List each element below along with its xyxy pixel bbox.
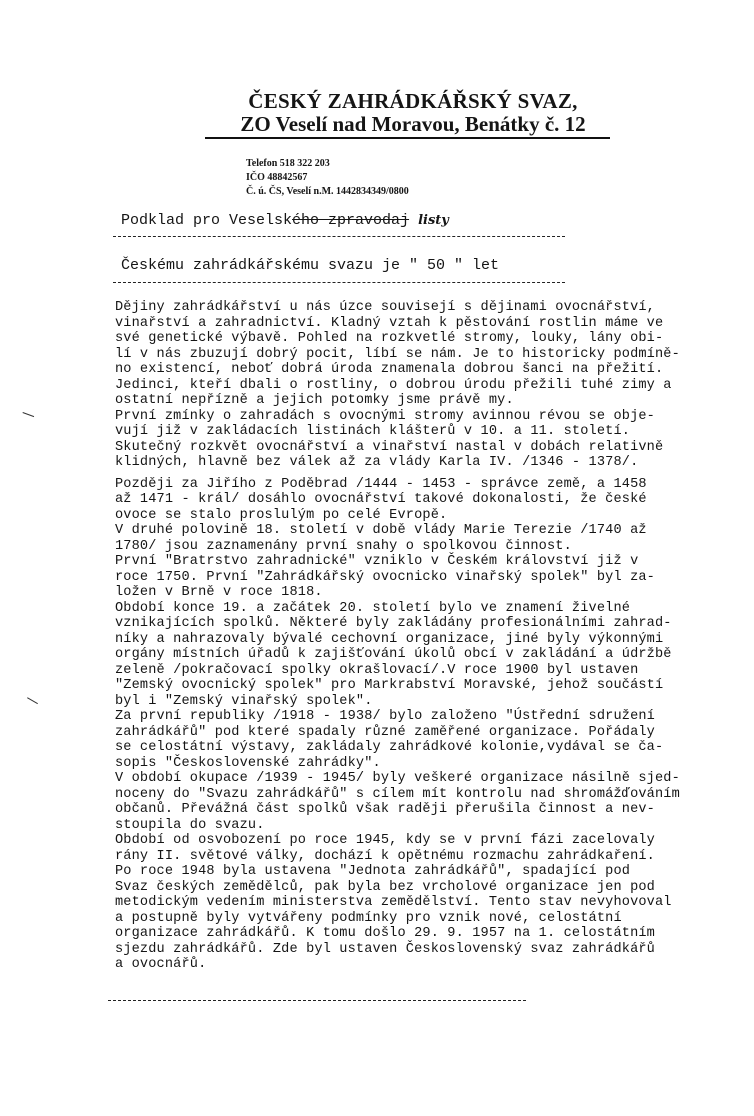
- body-line: V období okupace /1939 - 1945/ byly veškeré organizace násilně sjed-: [115, 771, 680, 786]
- header-underline: [205, 137, 610, 139]
- body-line: sopis "Československé zahrádky".: [115, 755, 381, 771]
- body-line: Jedinci, kteří dbali o rostliny, o dobrou úrodu přežili tuhé zimy a: [115, 377, 672, 393]
- body-line: "Zemský ovocnický spolek" pro Markrabství Moravské, jehož součástí: [115, 678, 664, 693]
- body-line: níky a nahrazovaly bývalé cechovní organizace, jiné byly výkonnými: [115, 631, 664, 647]
- body-line: zeleně /pokračovací spolky okrašlovací/.V roce 1900 byl ustaven: [115, 662, 639, 678]
- body-line: klidných, hlavně bez válek až za vlády Karla IV. /1346 - 1378/.: [115, 455, 639, 470]
- body-line: metodickým vedením ministerstva zemědělství. Tento stav nevyhovoval: [115, 895, 672, 910]
- body-line: no existencí, neboť dobrá úroda znamenala dobrou šanci na přežití.: [115, 362, 664, 377]
- struck-text: ého zpravodaj: [292, 212, 410, 229]
- body-line: ovoce se stalo proslulým po celé Evropě.: [115, 507, 448, 523]
- body-line: byl i "Zemský vinařský spolek".: [115, 693, 373, 709]
- body-line: vují již v zakládacích listinách klášterů v 10. a 11. století.: [115, 424, 631, 439]
- body-line: rány II. světové války, dochází k opětnému rozmachu zahrádkaření.: [115, 848, 655, 864]
- body-line: Dějiny zahrádkářství u nás úzce souvisejí s dějinami ovocnářství,: [115, 300, 655, 315]
- body-line: Později za Jiřího z Poděbrad /1444 - 1453 - správce země, a 1458: [115, 476, 647, 492]
- body-line: organizace zahrádkářů. K tomu došlo 29. 9. 1957 na 1. celostátním: [115, 926, 655, 941]
- separator-dashes-1: [113, 236, 565, 237]
- margin-mark: [26, 697, 38, 706]
- body-line: Za první republiky /1918 - 1938/ bylo založeno "Ústřední sdružení: [115, 709, 655, 724]
- body-line: První "Bratrstvo zahradnické" vzniklo v Českém království již v: [115, 554, 639, 569]
- podklad-line: [121, 212, 449, 229]
- ico-line: IČO 48842567: [246, 172, 308, 183]
- body-line: a ovocnářů.: [115, 957, 207, 972]
- branch-address: ZO Veselí nad Moravou, Benátky č. 12: [240, 112, 586, 136]
- body-line: Svaz českých zemědělců, pak byla bez vrcholové organizace jen pod: [115, 879, 655, 895]
- body-line: se celostátní výstavy, zakládaly zahrádkové kolonie,vydával se ča-: [115, 740, 664, 755]
- body-line: 1780/ jsou zaznamenány první snahy o spolkovou činnost.: [115, 538, 572, 554]
- body-line: První zmínky o zahradách s ovocnými stromy avinnou révou se obje-: [115, 408, 655, 424]
- body-line: občanů. Převážná část spolků však raději přerušila činnost a nev-: [115, 802, 655, 817]
- body-line: noceny do "Svazu zahrádkářů" s cílem mít kontrolu nad shromážďováním: [115, 786, 680, 802]
- contact-block: [246, 157, 409, 199]
- body-line: Období od osvobození po roce 1945, kdy se v první fázi zacelovaly: [115, 833, 655, 848]
- separator-dashes-3: [108, 1000, 526, 1001]
- body-line: Skutečný rozkvět ovocnářství a vinařství nastal v dobách relativně: [115, 439, 664, 455]
- body-line: lí v nás zbuzují dobrý pocit, líbí se nám. Je to historicky podmíně-: [115, 346, 680, 362]
- handwritten-correction: listy: [418, 213, 449, 228]
- body-line: Období konce 19. a začátek 20. století bylo ve znamení živelné: [115, 600, 631, 616]
- article-heading: Českému zahrádkářskému svazu je " 50 " let: [121, 257, 500, 274]
- margin-mark: [22, 412, 34, 419]
- body-line: ložen v Brně v roce 1818.: [115, 585, 323, 600]
- body-line: sjezdu zahrádkářů. Zde byl ustaven Československý svaz zahrádkářů: [115, 941, 655, 957]
- body-line: ostatní nepřízně a jejich potomky jsme právě my.: [115, 393, 514, 408]
- phone-line: Telefon 518 322 203: [246, 158, 330, 169]
- body-line: vznikajících spolků. Některé byly zakládány profesionálními zahrad-: [115, 616, 672, 631]
- body-line: a postupně byly vytvářeny podmínky pro vznik nové, celostátní: [115, 910, 622, 926]
- account-line: Č. ú. ČS, Veselí n.M. 1442834349/0800: [246, 186, 409, 197]
- body-line: až 1471 - král/ dosáhlo ovocnářství takové dokonalosti, že české: [115, 492, 647, 507]
- organization-name: ČESKÝ ZAHRÁDKÁŘSKÝ SVAZ,: [248, 89, 578, 113]
- article-body: [115, 300, 715, 973]
- body-line: vinařství a zahradnictví. Kladný vztah k pěstování rostlin máme ve: [115, 315, 664, 331]
- body-line: roce 1750. První "Zahrádkářský ovocnicko vinařský spolek" byl za-: [115, 569, 655, 585]
- body-line: orgány místních úřadů k zajišťování úkolů obcí v zakládání a údržbě: [115, 647, 672, 662]
- body-line: Po roce 1948 byla ustavena "Jednota zahrádkářů", spadající pod: [115, 864, 631, 879]
- body-line: V druhé polovině 18. století v době vlády Marie Terezie /1740 až: [115, 523, 647, 538]
- body-line: své genetické výbavě. Pohled na rozkvetlé stromy, louky, lány obi-: [115, 331, 664, 346]
- body-line: zahrádkářů" pod které spadaly různé zaměřené organizace. Pořádaly: [115, 724, 655, 740]
- separator-dashes-2: [113, 282, 565, 283]
- podklad-prefix: Podklad pro Veselsk: [121, 212, 293, 229]
- body-line: stoupila do svazu.: [115, 817, 265, 833]
